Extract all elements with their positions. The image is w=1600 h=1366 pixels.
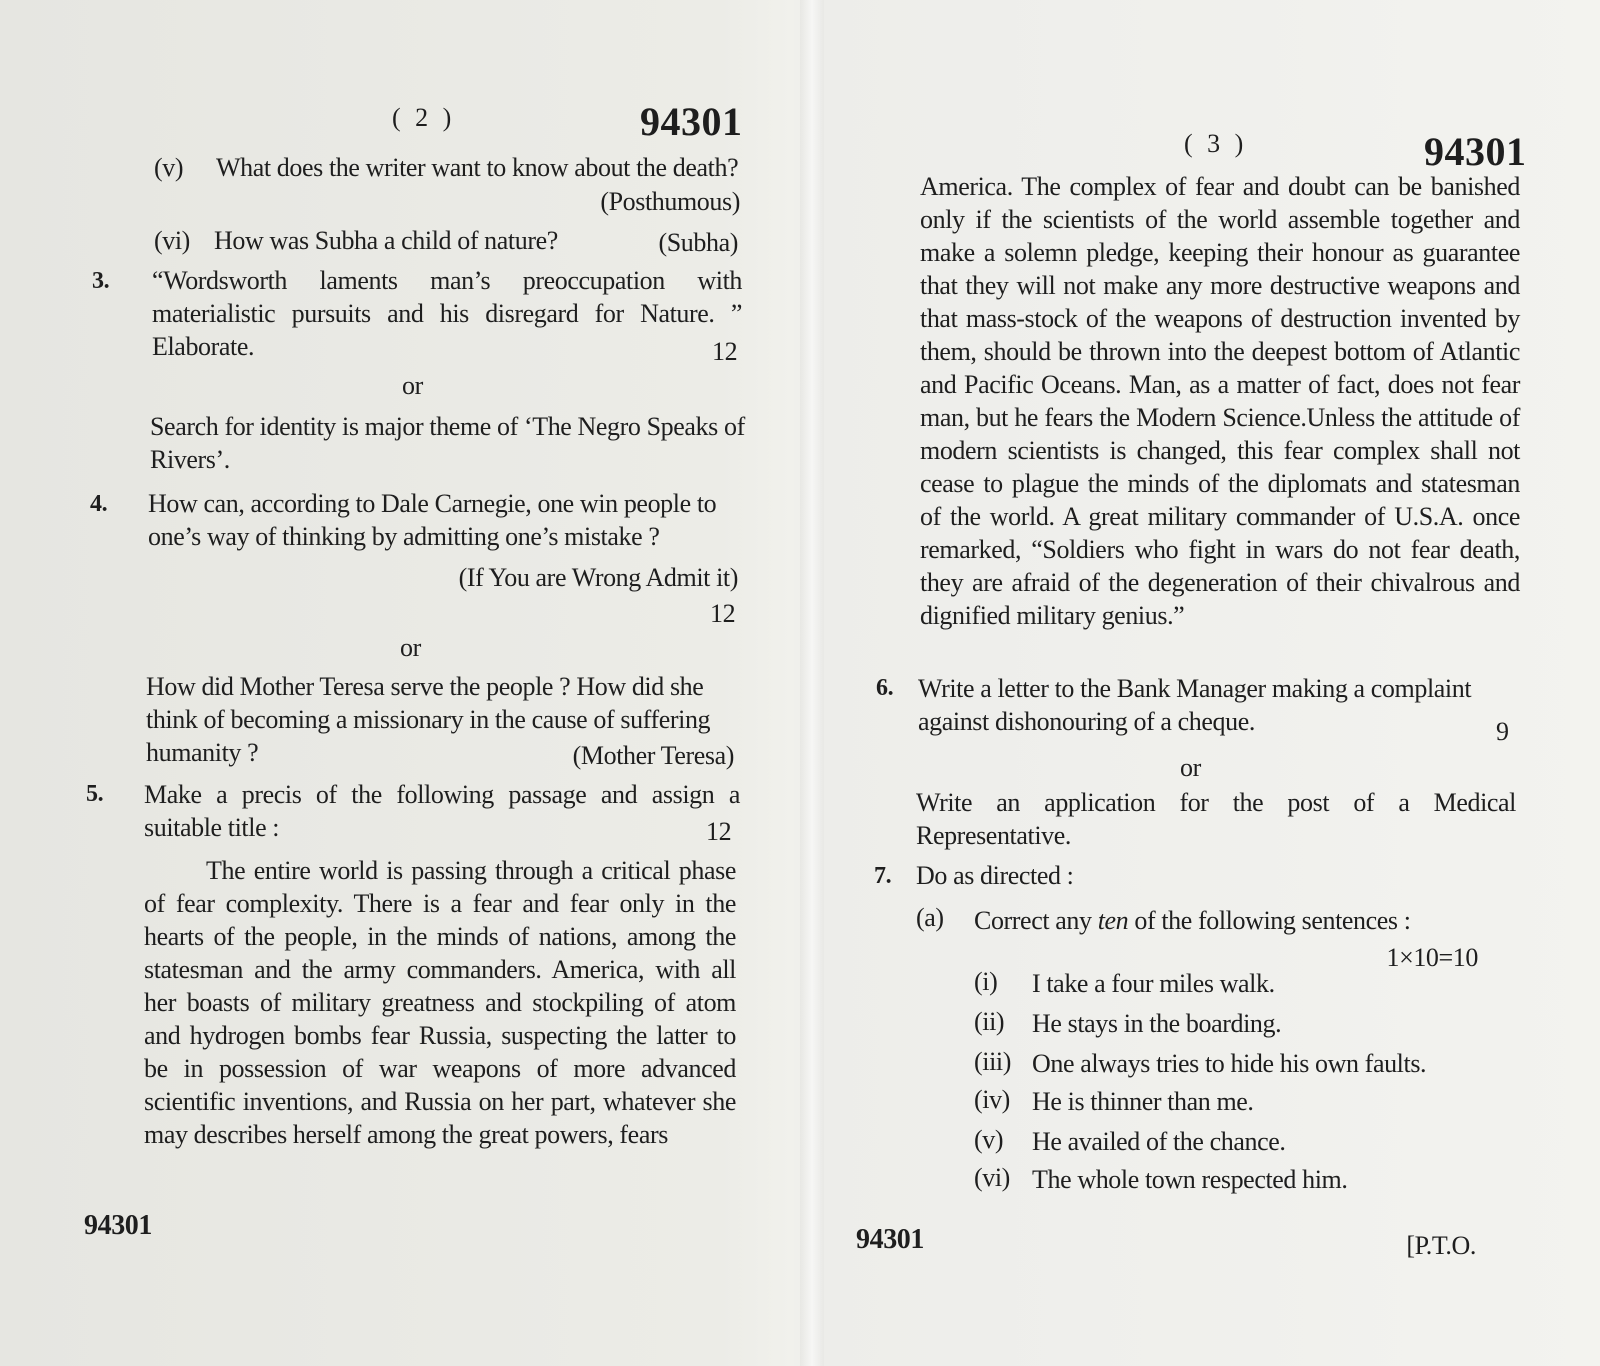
or-divider: or (1180, 753, 1201, 782)
list-item-text: I take a four miles walk. (1032, 969, 1275, 998)
question-number: 5. (86, 781, 104, 807)
list-item-text: One always tries to hide his own faults. (1032, 1049, 1427, 1078)
question-text: How was Subha a child of nature? (214, 226, 558, 255)
question-label: (vi) (154, 226, 190, 255)
question-text: What does the writer want to know about the death? (216, 153, 739, 182)
list-item-label: (vi) (974, 1163, 1010, 1192)
question-text: Do as directed : (916, 861, 1074, 890)
list-item-label: (iii) (974, 1047, 1011, 1076)
subquestion-label: (a) (916, 903, 944, 932)
question-marks: 9 (1496, 717, 1509, 746)
question-marks: 12 (712, 337, 738, 366)
question-label: (v) (154, 153, 184, 182)
question-marks: 12 (706, 817, 732, 846)
question-source: (Posthumous) (600, 187, 740, 216)
subquestion-marks: 1×10=10 (1386, 943, 1478, 972)
footer-paper-code: 94301 (84, 1210, 153, 1241)
question-source: (Mother Teresa) (572, 741, 734, 770)
list-item-label: (i) (974, 967, 998, 996)
or-divider: or (400, 633, 421, 662)
precis-passage-continued: America. The complex of fear and doubt can be banished only if the scientists of the world assemble together and make a solemn pledge, keeping their honour as guarantee that they will not make any more destructive weapons and that mass-stock of the weapons of destruction invented by them, should be thrown into the deepest bottom of Atlantic and Pacific Oceans. Man, as a matter of fact, does not fear man, but he fears the Modern Science.Unless the attitude of modern scientists is changed, this fear complex shall not cease to plague the minds of the diplomats and statesman of the world. A great military commander of U.S.A. once remarked, “Soldiers who fight in wars do not fear death, they are afraid of the degeneration of their chivalrous and dignified military genius.” (920, 172, 1520, 630)
question-number: 7. (874, 863, 892, 889)
please-turn-over: [P.T.O. (1406, 1231, 1476, 1260)
question-number: 6. (876, 675, 894, 701)
subquestion-text-end: of the following sentences : (1128, 906, 1411, 935)
page-number: ( 2 ) (392, 103, 456, 132)
paper-code-header: 94301 (640, 99, 743, 144)
list-item-text: He is thinner than me. (1032, 1087, 1254, 1116)
page-number: ( 3 ) (1184, 129, 1248, 158)
question-number: 4. (90, 491, 108, 517)
question-text: How can, according to Dale Carnegie, one win people to one’s way of thinking by admitting one’s mistake ? (148, 489, 717, 551)
question-text: Write a letter to the Bank Manager making a complaint against dishonouring of a cheque. (918, 674, 1472, 736)
question-source: (If You are Wrong Admit it) (458, 563, 738, 592)
question-alt-text: How did Mother Teresa serve the people ? How did she think of becoming a missionary in the cause of suffering humanity ? (146, 672, 711, 767)
list-item-label: (ii) (974, 1007, 1005, 1036)
subquestion-text-start: Correct any (974, 906, 1098, 935)
subquestion-text (974, 905, 1411, 937)
subquestion-emphasis: ten (1097, 906, 1129, 935)
question-text: Make a precis of the following passage and assign a suitable title : (144, 780, 740, 842)
footer-paper-code: 94301 (856, 1224, 925, 1255)
question-text: “Wordsworth laments man’s preoccupation with materialistic pursuits and his disregard for Nature. ” Elaborate. (152, 266, 742, 361)
question-number: 3. (92, 268, 110, 294)
list-item-label: (iv) (974, 1085, 1010, 1114)
question-alt-text: Write an application for the post of a Medical Representative. (916, 788, 1516, 850)
question-alt-text: Search for identity is major theme of ‘The Negro Speaks of Rivers’. (150, 412, 745, 474)
or-divider: or (402, 371, 423, 400)
precis-passage: The entire world is passing through a critical phase of fear complexity. There is a fear and fear only in the hearts of the people, in the minds of nations, among the statesman and the army commanders. America, with all her boasts of military greatness and stockpiling of atom and hydrogen bombs fear Russia, suspecting the latter to be in possession of war weapons of more advanced scientific inventions, and Russia on her part, whatever she may describes herself among the great powers, fears (144, 856, 736, 1149)
list-item-text: He availed of the chance. (1032, 1127, 1286, 1156)
paper-code-header: 94301 (1424, 129, 1527, 174)
right-page (800, 0, 1600, 1366)
list-item-text: The whole town respected him. (1032, 1165, 1348, 1194)
question-marks: 12 (710, 599, 736, 628)
list-item-label: (v) (974, 1125, 1004, 1154)
list-item-text: He stays in the boarding. (1032, 1009, 1282, 1038)
question-source: (Subha) (658, 228, 738, 257)
